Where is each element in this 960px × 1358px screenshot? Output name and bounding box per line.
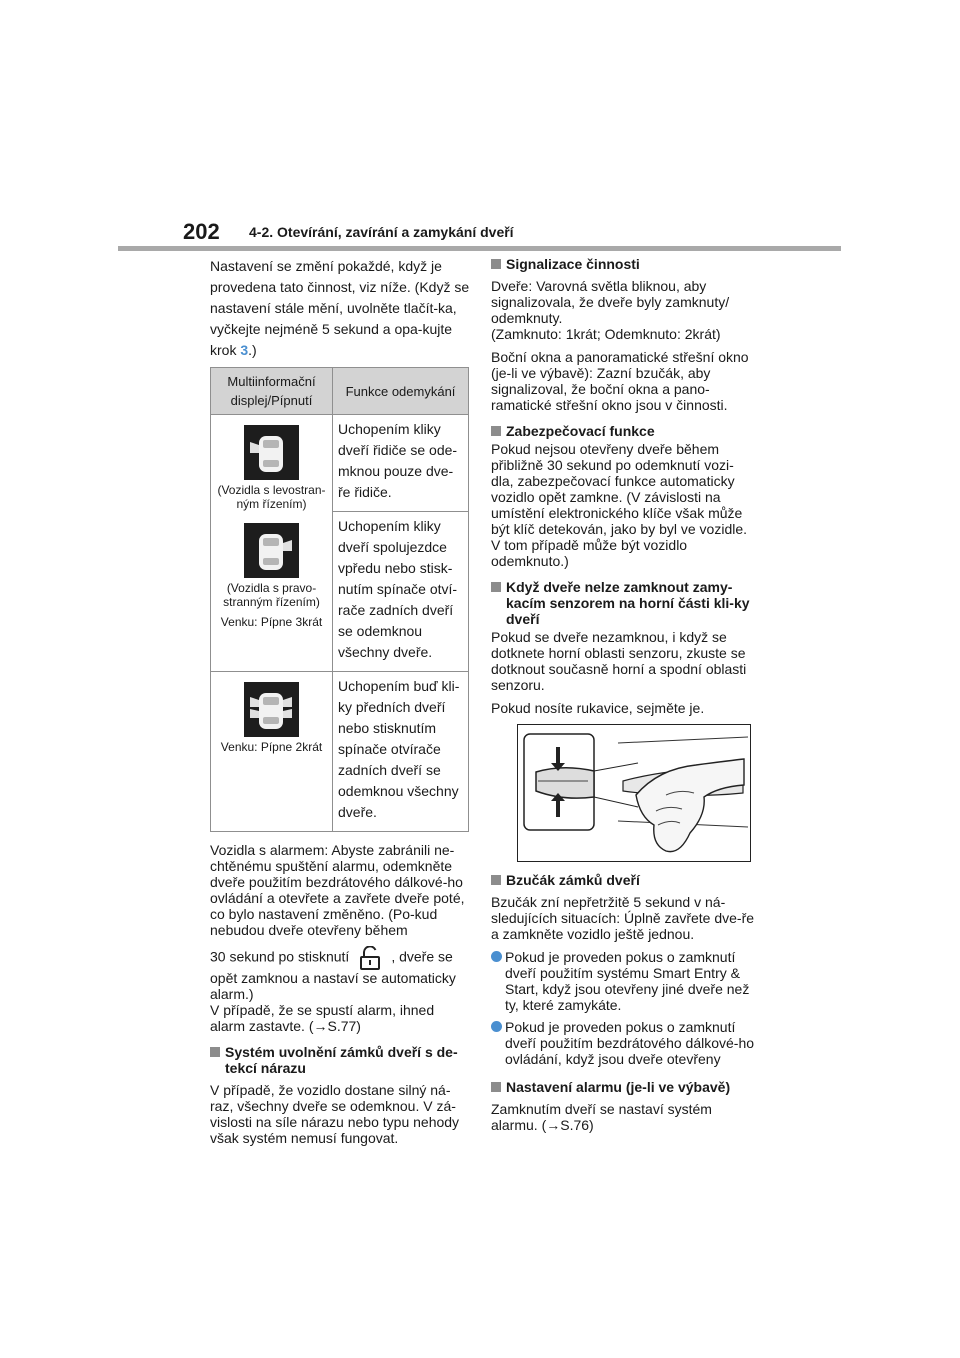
- table-cell-images: [211, 415, 333, 672]
- unlock-function-table: [210, 367, 469, 832]
- left-column: [210, 256, 470, 1153]
- unlock-text-passenger: Uchopením kliky dveří spolujezdce vpředu nebo stisk-nutím spínače otví-rače zadních dveří se odemknou všechny dveře.: [333, 512, 469, 672]
- security-heading: Zabezpečovací funkce: [491, 423, 756, 439]
- beep-3x: Venku: Pípne 3krát: [220, 615, 323, 629]
- signal-text-2: (Zamknuto: 1krát; Odemknuto: 2krát): [491, 326, 721, 342]
- security-text: Pokud nejsou otevřeny dveře během přibližně 30 sekund po odemknutí vozi-dla, zabezpečovací funkce automaticky vozidlo opět zamkne. (V závislosti na umístění elektronického klíče však může být klíč detekován, jako by byl ve vozidle. V tom případě může být vozidlo odemknuto.): [491, 441, 748, 569]
- door-handle-sensor-illustration: [518, 725, 750, 861]
- signal-text-1: Dveře: Varovná světla bliknou, aby signalizovala, že dveře byly zamknuty/ odemknuty.: [491, 278, 730, 326]
- header-rule: [118, 246, 841, 251]
- table-header-row: [211, 368, 469, 415]
- table-row: [211, 415, 469, 512]
- crash-text: V případě, že vozidlo dostane silný ná-raz, všechny dveře se odemknou. V zá-vislosti na síle nárazu nebo typu nehody však systém nemusí fungovat.: [210, 1082, 460, 1146]
- sensor-heading: Když dveře nelze zamknout zamy-kacím senzorem na horní části kli-ky dveří: [491, 579, 756, 627]
- alarm-paragraph-3: V případě, že se spustí alarm, ihned alarm zastavte. (→S.77): [210, 1002, 435, 1034]
- buzzer-heading: Bzučák zámků dveří: [491, 872, 756, 888]
- alarm-paragraph-1: Vozidla s alarmem: Abyste zabránili ne-chtěnému spuštění alarmu, odemkněte dveře použitím bezdrátového dálkové-ho ovládání a otevřete a zavřete dveře poté, co bylo nastavení změněno. (Po-kud nebudou dveře otevřeny během: [210, 842, 465, 938]
- caption-rhd: (Vozidla s pravo-stranným řízením): [223, 581, 320, 609]
- buzzer-text: Bzučák zní nepřetržitě 5 sekund v ná-sledujících situacích: Úplně zavřete dve-ře a zamkněte vozidlo ještě jednou.: [491, 894, 755, 942]
- sensor-text-1: Pokud se dveře nezamknou, i když se dotknete horní oblasti senzoru, zkuste se dotknout současně horní a spodní oblasti senzoru.: [491, 629, 747, 693]
- step-reference: 3: [240, 342, 249, 358]
- alarm-heading: Nastavení alarmu (je-li ve výbavě): [491, 1079, 756, 1095]
- alarm-paragraph-2: 30 sekund po stisknutí , dveře se opět zamknou a nastaví se automaticky alarm.): [210, 946, 470, 1002]
- unlock-text-all: Uchopením buď kli-ky předních dveří nebo stisknutím spínače otvírače zadních dveří se odemknou všechny dveře.: [333, 672, 469, 832]
- section-title: 4-2. Otevírání, zavírání a zamykání dveří: [249, 224, 514, 240]
- crash-heading: Systém uvolnění zámků dveří s de-tekcí nárazu: [210, 1044, 470, 1076]
- signal-text-3: Boční okna a panoramatické střešní okno (je-li ve výbavě): Zazní bzučák, aby signalizoval, že boční okna a pano-ramatické střešní okno jsou v činnosti.: [491, 349, 749, 413]
- beep-2x: Venku: Pípne 2krát: [220, 740, 323, 754]
- table-header-function: Funkce odemykání: [333, 368, 469, 415]
- car-all-doors-open-icon: [244, 682, 299, 737]
- table-header-display: Multiinformační displej/Pípnutí: [211, 368, 333, 415]
- table-cell-images: [211, 672, 333, 832]
- page-number: 202: [183, 219, 220, 244]
- table-row: [211, 672, 469, 832]
- list-item: Pokud je proveden pokus o zamknutí dveří použitím systému Smart Entry & Start, když jsou otevřeny jiné dveře než ty, které zamykáte.: [491, 949, 756, 1013]
- signal-heading: Signalizace činnosti: [491, 256, 756, 272]
- door-handle-figure: [517, 724, 751, 862]
- car-passenger-door-open-icon: [244, 523, 299, 578]
- car-driver-door-open-icon: [244, 425, 299, 480]
- alarm-text: Zamknutím dveří se nastaví systém alarmu. (→S.76): [491, 1101, 712, 1133]
- list-item: Pokud je proveden pokus o zamknutí dveří použitím bezdrátového dálkové-ho ovládání, když jsou dveře otevřeny: [491, 1019, 756, 1067]
- unlock-text-driver: Uchopením kliky dveří řidiče se ode-mknou pouze dve-ře řidiče.: [333, 415, 469, 512]
- right-column: [491, 256, 756, 1140]
- intro-paragraph: Nastavení se změní pokaždé, když je provedena tato činnost, viz níže. (Když se nastavení stále mění, uvolněte tlačít-ka, vyčkejte nejméně 5 sekund a opa-kujte krok 3.): [210, 258, 470, 358]
- sensor-text-2: Pokud nosíte rukavice, sejměte je.: [491, 700, 705, 716]
- caption-lhd: (Vozidla s levostran-ným řízením): [217, 483, 326, 511]
- unlock-icon: [359, 946, 381, 970]
